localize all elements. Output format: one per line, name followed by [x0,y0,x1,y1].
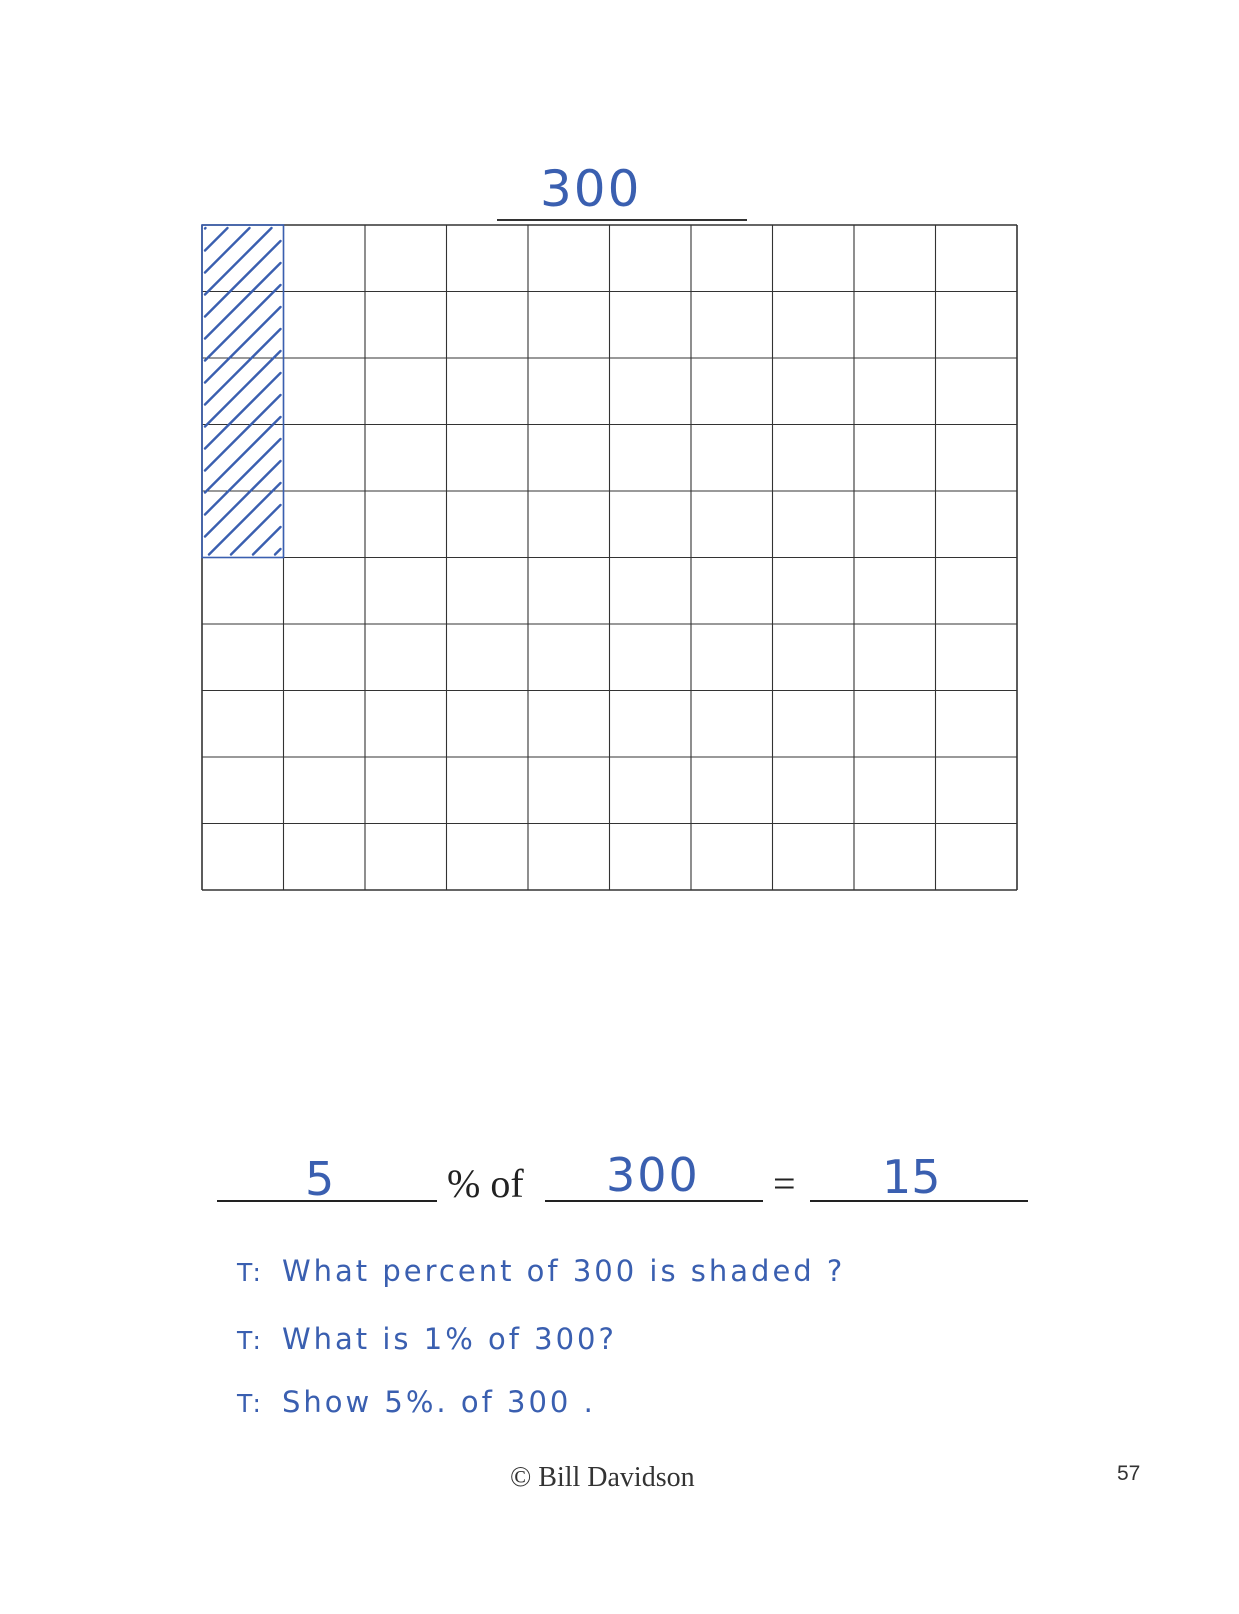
question-text: What percent of 300 is shaded ? [281,1254,846,1288]
hatch-stroke [205,285,281,361]
hatch-stroke [275,549,281,555]
hatch-stroke [205,228,228,251]
hatch-stroke [205,461,281,537]
hatch-stroke [205,307,281,383]
question-prefix: T: [237,1326,264,1355]
copyright-credit: © Bill Davidson [510,1462,695,1493]
hatch-stroke [205,417,281,493]
hatch-stroke [205,351,281,427]
percent-value: 5 [305,1152,335,1206]
grid-total-label: 300 [540,160,642,218]
question-1 [237,1254,845,1288]
result-value: 15 [882,1150,941,1204]
percent-of-text: % of [447,1161,524,1206]
grid-lines [202,225,1017,890]
page-number: 57 [1117,1462,1141,1485]
equals-sign: = [773,1161,796,1206]
shaded-region [202,225,284,558]
hatch-stroke [209,483,281,555]
hatch-stroke [205,373,281,449]
hatch-stroke [205,228,206,229]
question-prefix: T: [237,1258,264,1287]
hatch-stroke [205,263,281,339]
hatch-stroke [231,505,281,555]
hatch-stroke [253,527,281,555]
whole-value: 300 [606,1148,700,1202]
hatch-stroke [205,241,281,317]
question-text: What is 1% of 300? [281,1322,617,1356]
hatch-stroke [205,329,281,405]
shaded-region-outline [202,225,284,558]
hatch-stroke [205,395,281,471]
question-text: Show 5%. of 300 . [281,1385,596,1419]
question-3 [237,1385,596,1419]
question-2 [237,1322,617,1356]
question-prefix: T: [237,1389,264,1418]
hatch-stroke [205,228,250,273]
hatch-stroke [205,439,281,515]
